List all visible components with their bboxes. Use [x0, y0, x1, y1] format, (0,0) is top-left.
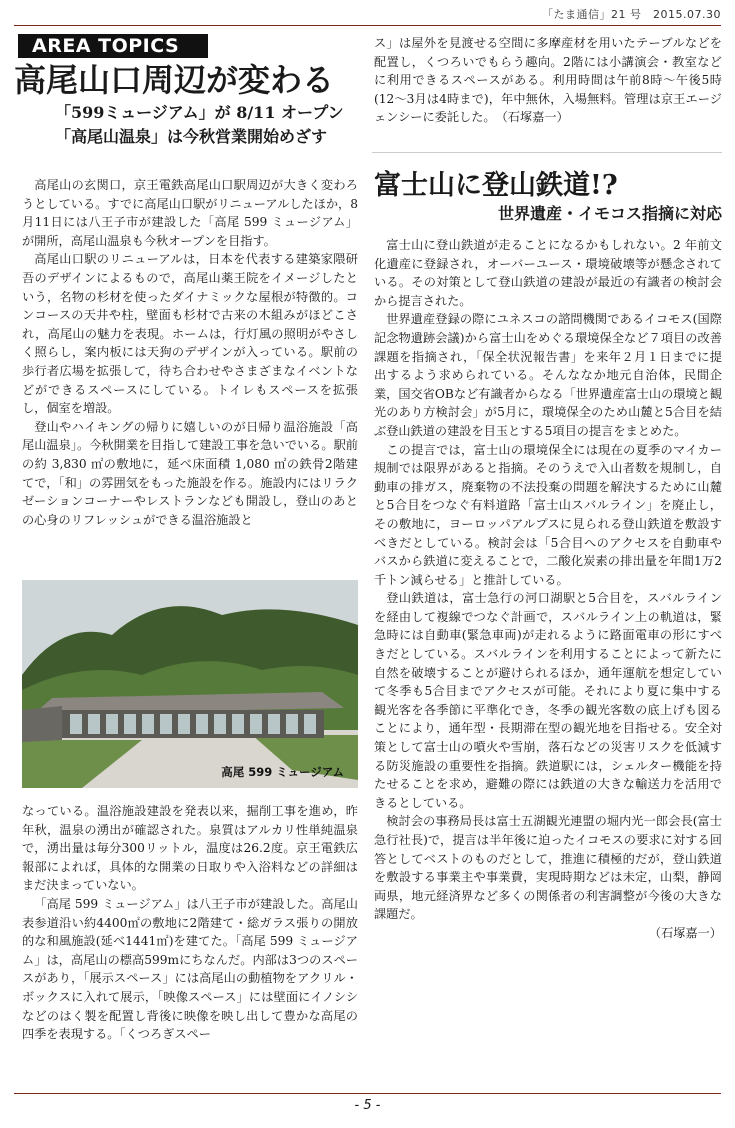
fuji-signature: （石塚嘉一） [648, 925, 722, 940]
fuji-article-body [374, 236, 722, 1076]
fuji-title: 富士山に登山鉄道!? [374, 170, 618, 201]
fuji-paragraph-4: 登山鉄道は，富士急行の河口湖駅と5合目を，スバルラインを経由して複線でつなぐ計画で，スバルライン上の軌道は，緊急時には自動車(緊急車両)が走れるように路面電車の形にすべきだとしている。スバルラインを利用することによって新たに自然を破壊することが避けられるほか，通年運航を想定していて冬季も5合目までアクセスが可能。それにより夏に集中する観光客を各季節に平準化でき，冬季の観光客数の底上げも図ることにより，通年型・長期滞在型の観光地を目指せる。安全対策として富士山の噴火や雪崩，落石などの災害リスクを低減する防災施設の重要性を指摘。鉄道駅には，シェルター機能を持たせることを求め，避難の際には鉄道の大きな輸送力を活用できるとしている。 [374, 591, 722, 810]
footer-rule [14, 1093, 721, 1094]
museum-photo [22, 580, 358, 788]
takao-article-continuation [374, 34, 722, 146]
fuji-paragraph-1: 富士山に登山鉄道が走ることになるかもしれない。2 年前文化遺産に登録され，オーバーユース・環境破壊等が懸念されている。その対策として登山鉄道の建設が最近の有識者の検討会から提言された。 [374, 238, 722, 308]
header-rule [14, 25, 721, 26]
article-subtitle-1: 「599ミュージアム」が 8/11 オープン [55, 103, 344, 122]
section-separator [372, 152, 722, 153]
page-number: - 5 - [354, 1098, 381, 1113]
page-header: 「たま通信」21 号 2015.07.30 [542, 8, 721, 21]
takao-signature: （石塚嘉一） [501, 110, 569, 125]
takao-paragraph-4b: ス」は屋外を見渡せる空間に多摩産材を用いたテーブルなどを配置し，くつろいでもらう趣向。2階には小講演会・教室などに利用できるスペースがある。利用時間は午前8時～午後5時(12～3月は4時まで)，年中無休，入場無料。管理は京王エージェンシーに委託した。 （石塚嘉一） [374, 36, 722, 125]
fuji-paragraph-3: この提言では，富士山の環境保全には現在の夏季のマイカー規制では限界があると指摘。そのうえで入山者数を規制し，自動車の排ガス，廃棄物の不法投棄の問題を解決するために山麓と5合目をつなぐ有料道路「富士山スバルライン」を廃止し，その敷地に，ヨーロッパアルプスに見られる登山鉄道を敷設すべきだとしている。検討会は「5合目へのアクセスを自動車やバスから鉄道に変えることで，二酸化炭素の排出量を年間1万2千トン減らせる」と推計している。 [374, 442, 722, 587]
fuji-paragraph-5: 検討会の事務局長は富士五湖観光連盟の堀内光一郎会長(富士急行社長)で，提言は半年後に迫ったイコモスの要求に対する回答としてベストのものだとして，推進に積極的だが，登山鉄道を敷設する事業主や事業費，実現時期などは未定，山梨，静岡両県，地元経済界など多くの関係者の利害調整が今後の大きな課題だ。 [374, 814, 722, 922]
fuji-paragraph-2: 世界遺産登録の際にユネスコの諮問機関であるイコモス(国際記念物遺跡会議)から富士山をめぐる環境保全など７項目の改善課題を指摘され，「保全状況報告書」を来年２月１日までに提出するよう求められている。そんななか地元自治体，民間企業，国交省OBなど有識者からなる「世界遺産富士山の環境と観光のあり方検討会」が5月に，環境保全のため山麓と5合目を結ぶ登山鉄道の建設を目玉とする5項目の提言をまとめた。 [374, 312, 722, 438]
takao-paragraph-3b: なっている。温浴施設建設を発表以来，掘削工事を進め，昨年秋，温泉の湧出が確認された。泉質はアルカリ性単純温泉で，湧出量は毎分300リットル，温度は26.2度。京王電鉄広報部によれば，具体的な開業の日取りや入浴料などの詳細はまだ決まっていない。 [22, 804, 358, 893]
article-title: 高尾山口周辺が変わる [14, 61, 335, 99]
fuji-subtitle: 世界遺産・イモコス指摘に対応 [497, 204, 722, 223]
takao-article-body-top [22, 176, 358, 576]
takao-article-body-bottom [22, 802, 358, 1070]
takao-paragraph-4a: 「高尾 599 ミュージアム」は八王子市が建設した。高尾山表参道沿い約4400㎡の敷地に2階建て・総ガラス張りの開放的な和風施設(延べ1441㎡)を建てた。「高尾 599 ミュージアム」は，高尾山の標高599mにちなんだ。内部は3つのスペースがあり，「展示スペース」には高尾山の動植物をアクリル・ボックスに入れて展示，「映像スペース」には壁面にイノシシなどのはく製を配置し背後に映像を映し出して豊かな高尾の四季を表現する。「くつろぎスペー [22, 896, 358, 1042]
takao-paragraph-1: 高尾山の玄関口，京王電鉄高尾山口駅周辺が大きく変わろうとしている。すでに高尾山口駅がリニューアルしたほか，8月11日には八王子市が建設した「高尾 599 ミュージアム」が開所，高尾山温泉も今秋オープンを目指す。 [22, 178, 358, 248]
article-subtitle-2: 「高尾山温泉」は今秋営業開始めざす [55, 127, 328, 146]
area-topics-banner: AREA TOPICS [18, 34, 208, 58]
takao-paragraph-2: 高尾山口駅のリニューアルは，日本を代表する建築家隈研吾のデザインによるもので，高尾山薬王院をイメージしたという，名物の杉材を使ったダイナミックな屋根が特徴的。コンコースの天井や柱，壁面も杉材で古来の木組みがほどこされ，高尾山の魅力を表現。ホームは，行灯風の照明がやさしく照らし，案内板には天狗のデザインが入っている。駅前の歩行者広場を拡張して，待ち合わせやさまざまなイベントなどができるスペースにしている。トイレもスペースを拡張し，個室を増設。 [22, 252, 358, 416]
photo-caption: 高尾 599 ミュージアム [221, 765, 344, 779]
takao-paragraph-3a: 登山やハイキングの帰りに嬉しいのが日帰り温浴施設「高尾山温泉」。今秋開業を目指して建設工事を急いでいる。駅前の約 3,830 ㎡の敷地に，延べ床面積 1,080 ㎡の鉄骨2階建てで，「和」の雰囲気をもった施設を作る。施設内にはリラクゼーションコーナーやレストランなども開設し，登山のあとの心身のリフレッシュができる温浴施設と [22, 419, 358, 527]
